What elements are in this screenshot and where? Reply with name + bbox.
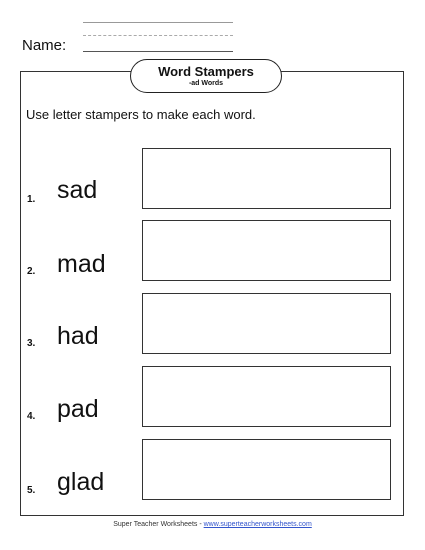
footer xyxy=(0,521,425,528)
answer-box[interactable] xyxy=(142,220,391,281)
item-word: had xyxy=(57,322,99,350)
item-number: 4. xyxy=(27,411,36,422)
name-write-line[interactable] xyxy=(83,51,233,52)
worksheet-title: Word Stampers xyxy=(158,64,254,79)
footer-text: Super Teacher Worksheets - xyxy=(113,521,204,528)
answer-box[interactable] xyxy=(142,148,391,209)
title-badge xyxy=(130,59,282,93)
name-line-guide xyxy=(83,35,233,36)
answer-box[interactable] xyxy=(142,439,391,500)
item-number: 5. xyxy=(27,485,36,496)
item-word: glad xyxy=(57,468,105,496)
item-word: mad xyxy=(57,250,106,278)
name-label: Name: xyxy=(22,37,67,54)
item-word: sad xyxy=(57,176,98,204)
name-line-top xyxy=(83,22,233,23)
item-word: pad xyxy=(57,395,99,423)
worksheet-subtitle: -ad Words xyxy=(188,80,224,87)
answer-box[interactable] xyxy=(142,366,391,427)
answer-box[interactable] xyxy=(142,293,391,354)
footer-link[interactable]: www.superteacherworksheets.com xyxy=(203,521,312,528)
item-number: 2. xyxy=(27,266,36,277)
item-number: 3. xyxy=(27,338,36,349)
item-number: 1. xyxy=(27,194,36,205)
instructions: Use letter stampers to make each word. xyxy=(26,107,256,122)
